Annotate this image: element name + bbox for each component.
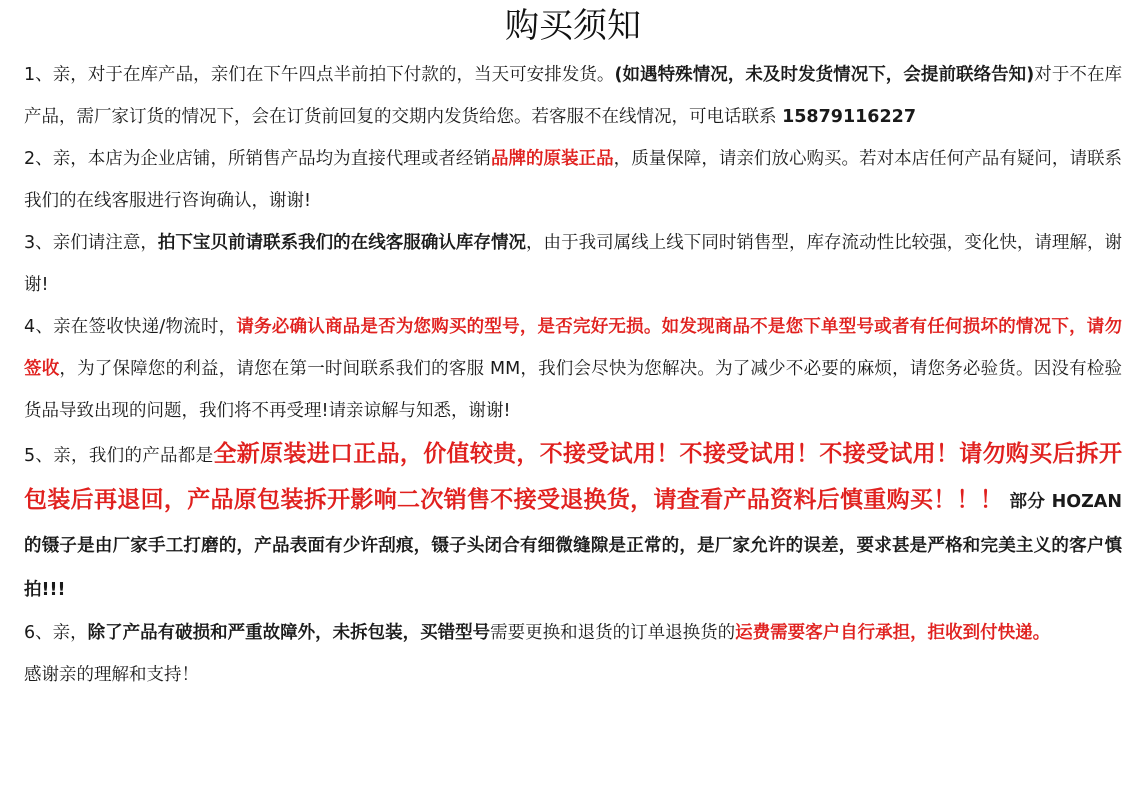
notice-4-prefix: 4、亲在签收快递/物流时，	[24, 317, 237, 337]
purchase-notice-page	[0, 2, 1146, 802]
notice-item-1	[24, 54, 1122, 138]
notice-item-6	[24, 612, 1122, 654]
notice-item-2	[24, 138, 1122, 222]
notice-5-bold: 部分 HOZAN 的镊子是由厂家手工打磨的，产品表面有少许刮痕，镊子头闭合有细微缝隙是正常的，是厂家允许的误差，要求甚是严格和完美主义的客户慎拍!!!	[24, 492, 1122, 600]
notice-4-highlight: 请务必确认商品是否为您购买的型号，是否完好无损。如发现商品不是您下单型号或者有任何损坏的情况下，请勿签收	[24, 317, 1123, 379]
notice-5-prefix: 5、亲，我们的产品都是	[24, 446, 214, 466]
notice-6-bold: 除了产品有破损和严重故障外，未拆包装，买错型号	[87, 623, 491, 643]
notice-3-bold: 拍下宝贝前请联系我们的在线客服确认库存情况	[157, 233, 527, 253]
notice-6-prefix: 6、亲，	[24, 623, 88, 643]
notice-4-text: ，为了保障您的利益，请您在第一时间联系我们的客服 MM，我们会尽快为您解决。为了减少不必要的麻烦，请您务必验货。因没有检验货品导致出现的问题，我们将不再受理!请亲谅解与知悉，谢谢!	[24, 359, 1122, 421]
notice-1-text: 对于不在库产品，需厂家订货的情况下，会在订货前回复的交期内发货给您。若客服不在线情况，可电话联系	[24, 65, 1123, 127]
notice-item-3	[24, 222, 1122, 306]
page-title: 购买须知	[505, 6, 641, 46]
notice-item-4	[24, 306, 1122, 432]
notice-2-highlight: 品牌的原装正品	[490, 149, 614, 169]
notice-2-text: ，质量保障，请亲们放心购买。若对本店任何产品有疑问，请联系我们的在线客服进行咨询确认，谢谢!	[24, 149, 1123, 211]
notice-item-5	[24, 432, 1122, 612]
notice-6-highlight: 运费需要客户自行承担，拒收到付快递。	[735, 623, 1051, 643]
notice-2-prefix: 2、亲，本店为企业店铺，所销售产品均为直接代理或者经销	[24, 149, 491, 169]
notice-5-highlight: 全新原装进口正品，价值较贵，不接受试用！不接受试用！不接受试用！请勿购买后拆开包装后再退回，产品原包装拆开影响二次销售不接受退换货，请查看产品资料后慎重购买！！！	[24, 440, 1123, 513]
notice-6-text: 需要更换和退货的订单退换货的	[490, 623, 736, 643]
notice-3-prefix: 3、亲们请注意，	[24, 233, 158, 253]
notice-3-text: ，由于我司属线上线下同时销售型，库存流动性比较强，变化快，请理解，谢谢!	[24, 233, 1123, 295]
notice-1-prefix: 1、亲，对于在库产品，亲们在下午四点半前拍下付款的，当天可安排发货。	[24, 65, 615, 85]
notice-1-bold: (如遇特殊情况，未及时发货情况下，会提前联络告知)	[614, 65, 1035, 85]
phone-number: 15879116227	[782, 107, 917, 127]
closing-text: 感谢亲的理解和支持！	[24, 665, 199, 685]
